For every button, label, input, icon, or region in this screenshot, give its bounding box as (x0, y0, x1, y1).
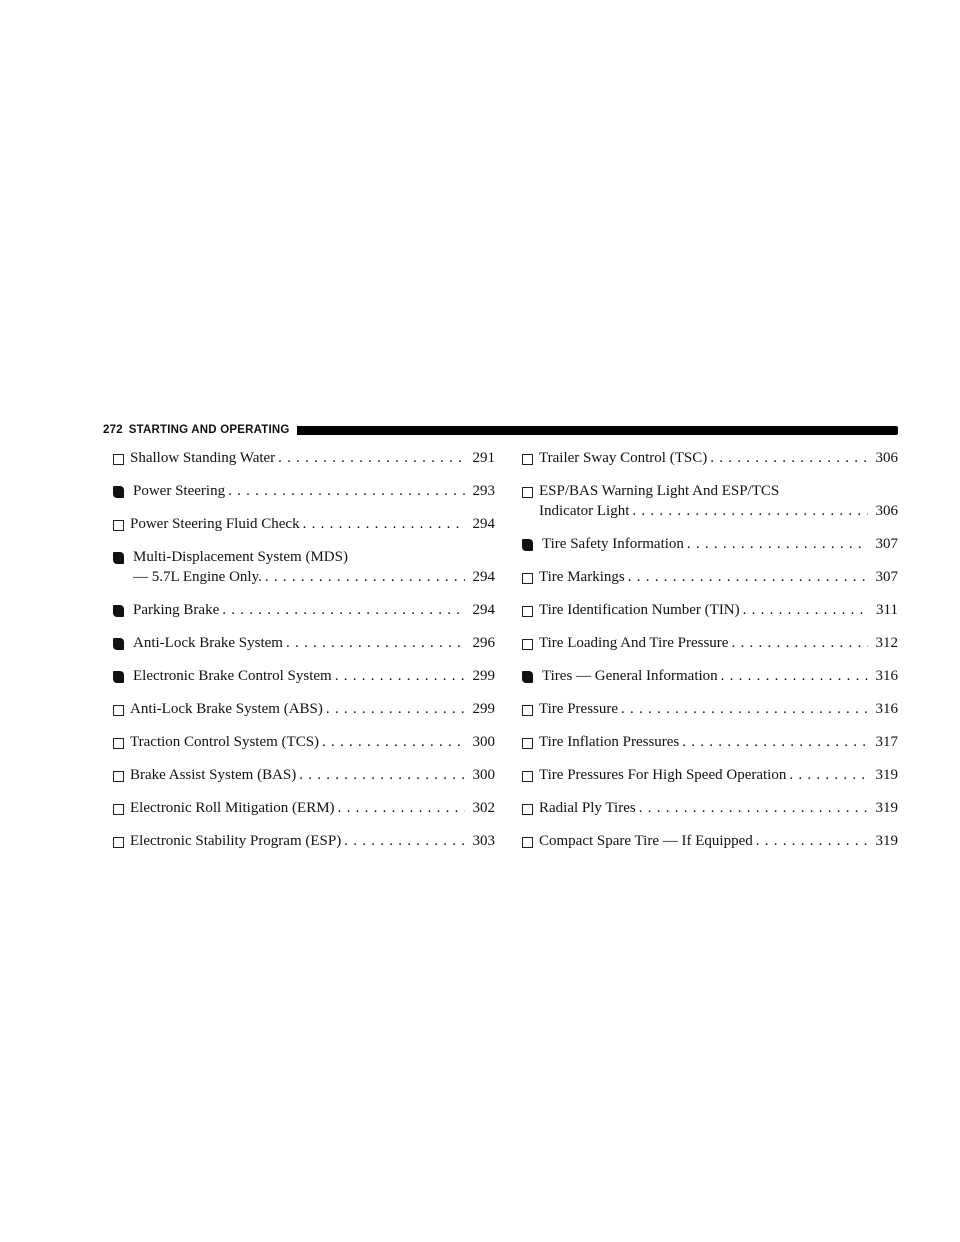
toc-entry-main[interactable] (113, 481, 495, 501)
toc-entry-line (522, 798, 898, 818)
dot-leader (628, 567, 868, 587)
dot-leader (743, 600, 868, 620)
dot-leader (338, 798, 465, 818)
dot-leader (344, 831, 465, 851)
toc-entry-line (522, 481, 898, 501)
toc-left-column (113, 448, 495, 864)
toc-page-number: 302 (472, 800, 495, 816)
hollow-square-bullet-icon (522, 448, 533, 471)
toc-entry-title: ESP/BAS Warning Light And ESP/TCS (539, 483, 780, 499)
toc-entry-sub[interactable] (113, 514, 495, 534)
toc-entry-sub[interactable] (113, 448, 495, 468)
toc-entry-line (113, 732, 495, 752)
toc-page-number: 307 (875, 536, 898, 552)
toc-entry-title: Anti-Lock Brake System (133, 635, 283, 651)
toc-entry-title: Traction Control System (TCS) (130, 734, 320, 750)
hollow-square-bullet-icon (113, 798, 124, 821)
toc-entry-title: Electronic Roll Mitigation (ERM) (130, 800, 335, 816)
toc-entry-sub[interactable] (522, 600, 898, 620)
header-rule (297, 426, 898, 435)
toc-entry-line (113, 765, 495, 785)
filled-square-bullet-icon (113, 666, 124, 690)
toc-entry-title: Electronic Brake Control System (133, 668, 332, 684)
filled-square-bullet-icon (113, 633, 124, 657)
hollow-square-bullet-icon (113, 514, 124, 537)
filled-square-bullet-icon (113, 481, 124, 505)
toc-entry-line (522, 831, 898, 851)
toc-entry-main[interactable] (113, 633, 495, 653)
toc-entry-title: Tire Pressure (539, 701, 619, 717)
toc-entry-sub[interactable] (522, 831, 898, 851)
toc-entry-title: Parking Brake (133, 602, 220, 618)
toc-entry-title: Tire Identification Number (TIN) (539, 602, 740, 618)
toc-entry-title: Radial Ply Tires (539, 800, 636, 816)
toc-page-number: 300 (472, 734, 495, 750)
toc-entry-line (113, 633, 495, 653)
toc-page-number: 319 (875, 800, 898, 816)
toc-entry-main[interactable] (113, 666, 495, 686)
toc-entry-line (113, 547, 495, 567)
hollow-square-bullet-icon (522, 600, 533, 623)
hollow-square-bullet-icon (113, 732, 124, 755)
hollow-square-bullet-icon (522, 798, 533, 821)
dot-leader (710, 448, 868, 468)
toc-entry-line (522, 448, 898, 468)
toc-entry-sub[interactable] (522, 567, 898, 587)
toc-page-number: 291 (472, 450, 495, 466)
toc-entry-sub[interactable] (113, 699, 495, 719)
toc-page-number: 307 (875, 569, 898, 585)
toc-entry-line (113, 481, 495, 501)
dot-leader (286, 633, 465, 653)
toc-page-number: 319 (875, 833, 898, 849)
dot-leader (632, 501, 868, 521)
toc-entry-title: Tire Markings (539, 569, 625, 585)
toc-entry-main[interactable] (522, 666, 898, 686)
toc-entry-title: Trailer Sway Control (TSC) (539, 450, 708, 466)
toc-entry-sub[interactable] (522, 765, 898, 785)
dot-leader (303, 514, 465, 534)
dot-leader (621, 699, 868, 719)
toc-entry-line (522, 765, 898, 785)
toc-entry-sub[interactable] (522, 699, 898, 719)
hollow-square-bullet-icon (522, 567, 533, 590)
toc-entry-line (113, 666, 495, 686)
toc-entry-title: Brake Assist System (BAS) (130, 767, 297, 783)
toc-entry-sub[interactable] (522, 448, 898, 468)
hollow-square-bullet-icon (113, 699, 124, 722)
toc-entry-main[interactable] (113, 547, 495, 587)
toc-entry-line (113, 514, 495, 534)
toc-entry-sub[interactable] (113, 798, 495, 818)
toc-right-column (522, 448, 898, 864)
hollow-square-bullet-icon (522, 831, 533, 854)
toc-page-number: 316 (875, 668, 898, 684)
toc-page-number: 303 (472, 833, 495, 849)
toc-entry-line (522, 600, 898, 620)
section-title: STARTING AND OPERATING (128, 424, 290, 436)
toc-entry-line (522, 633, 898, 653)
toc-page-number: 306 (875, 503, 898, 519)
toc-entry-sub[interactable] (113, 732, 495, 752)
toc-page-number: 312 (875, 635, 898, 651)
toc-entry-line (522, 534, 898, 554)
dot-leader (222, 600, 465, 620)
toc-page-number: 319 (875, 767, 898, 783)
toc-entry-title: Compact Spare Tire — If Equipped (539, 833, 753, 849)
hollow-square-bullet-icon (522, 732, 533, 755)
dot-leader (639, 798, 868, 818)
dot-leader (756, 831, 868, 851)
toc-entry-sub[interactable] (522, 732, 898, 752)
dot-leader (326, 699, 465, 719)
toc-page-number: 299 (472, 668, 495, 684)
page-number: 272 (103, 424, 123, 436)
toc-entry-main[interactable] (522, 534, 898, 554)
toc-entry-line (522, 501, 898, 521)
toc-entry-title: Tire Loading And Tire Pressure (539, 635, 729, 651)
toc-entry-line (522, 699, 898, 719)
toc-page-number: 316 (875, 701, 898, 717)
filled-square-bullet-icon (113, 600, 124, 624)
toc-page-number: 306 (875, 450, 898, 466)
toc-entry-line (113, 831, 495, 851)
toc-entry-line (113, 567, 495, 587)
filled-square-bullet-icon (522, 666, 533, 690)
hollow-square-bullet-icon (113, 831, 124, 854)
dot-leader (721, 666, 868, 686)
toc-entry-line (522, 732, 898, 752)
filled-square-bullet-icon (522, 534, 533, 558)
toc-page-number: 294 (472, 569, 495, 585)
dot-leader (322, 732, 465, 752)
dot-leader (687, 534, 868, 554)
toc-page-number: 293 (472, 483, 495, 499)
toc-page-number: 311 (876, 602, 898, 618)
toc-entry-main[interactable] (113, 600, 495, 620)
toc-entry-title: Indicator Light (539, 503, 630, 519)
dot-leader (731, 633, 868, 653)
toc-page-number: 296 (472, 635, 495, 651)
toc-page-number: 299 (472, 701, 495, 717)
toc-entry-sub[interactable] (522, 633, 898, 653)
page-header (103, 422, 898, 438)
hollow-square-bullet-icon (113, 765, 124, 788)
toc-entry-title: Power Steering (133, 483, 226, 499)
dot-leader (789, 765, 868, 785)
dot-leader (278, 448, 465, 468)
toc-page-number: 300 (472, 767, 495, 783)
toc-entry-title: Tires — General Information (542, 668, 718, 684)
toc-entry-line (113, 699, 495, 719)
toc-page-number: 294 (472, 602, 495, 618)
toc-entry-title: Tire Inflation Pressures (539, 734, 680, 750)
dot-leader (335, 666, 465, 686)
dot-leader (682, 732, 868, 752)
hollow-square-bullet-icon (522, 481, 533, 504)
toc-entry-line (113, 600, 495, 620)
toc-entry-line (113, 798, 495, 818)
toc-entry-line (522, 567, 898, 587)
toc-entry-title: Power Steering Fluid Check (130, 516, 300, 532)
hollow-square-bullet-icon (113, 448, 124, 471)
hollow-square-bullet-icon (522, 633, 533, 656)
toc-entry-sub[interactable] (522, 481, 898, 521)
dot-leader (299, 765, 465, 785)
toc-entry-title: Shallow Standing Water (130, 450, 276, 466)
filled-square-bullet-icon (113, 547, 124, 571)
toc-page-number: 294 (472, 516, 495, 532)
toc-entry-title: Electronic Stability Program (ESP) (130, 833, 342, 849)
toc-entry-sub[interactable] (113, 831, 495, 851)
hollow-square-bullet-icon (522, 699, 533, 722)
toc-entry-title: Tire Safety Information (542, 536, 684, 552)
toc-entry-title: Multi-Displacement System (MDS) (133, 549, 348, 565)
toc-entry-sub[interactable] (113, 765, 495, 785)
toc-entry-title: Tire Pressures For High Speed Operation (539, 767, 787, 783)
toc-entry-line (113, 448, 495, 468)
toc-entry-sub[interactable] (522, 798, 898, 818)
dot-leader (228, 481, 465, 501)
toc-entry-title: Anti-Lock Brake System (ABS) (130, 701, 323, 717)
hollow-square-bullet-icon (522, 765, 533, 788)
toc-entry-title: — 5.7L Engine Only. (133, 569, 262, 585)
toc-page-number: 317 (875, 734, 898, 750)
dot-leader (265, 567, 465, 587)
toc-entry-line (522, 666, 898, 686)
